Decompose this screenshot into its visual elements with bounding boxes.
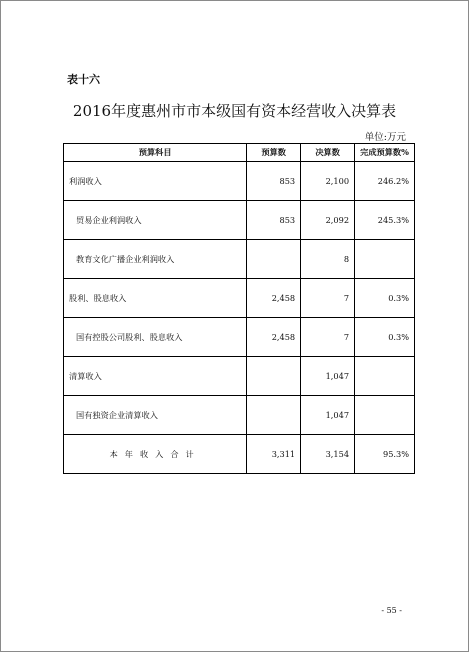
row-completion: 0.3% — [355, 279, 415, 318]
row-completion — [355, 396, 415, 435]
page-number: - 55 - — [381, 606, 402, 615]
row-name: 利润收入 — [64, 162, 247, 201]
row-name: 国有独资企业清算收入 — [64, 396, 247, 435]
table-row — [64, 162, 415, 201]
table-header-row — [64, 144, 415, 162]
total-actual: 3,154 — [301, 435, 355, 474]
table-number: 表十六 — [67, 73, 100, 86]
total-row — [64, 435, 415, 474]
row-budget: 2,458 — [247, 279, 301, 318]
row-completion: 245.3% — [355, 201, 415, 240]
total-label: 本年收入合计 — [64, 435, 247, 474]
row-name: 股利、股息收入 — [64, 279, 247, 318]
unit-label: 单位:万元 — [364, 132, 406, 143]
column-header-item: 预算科目 — [64, 144, 247, 162]
table-row — [64, 279, 415, 318]
column-header-actual: 决算数 — [301, 144, 355, 162]
table-row — [64, 240, 415, 279]
row-name: 教育文化广播企业利润收入 — [64, 240, 247, 279]
row-completion — [355, 357, 415, 396]
row-budget — [247, 240, 301, 279]
row-actual: 2,100 — [301, 162, 355, 201]
total-budget: 3,311 — [247, 435, 301, 474]
row-budget — [247, 357, 301, 396]
row-completion: 0.3% — [355, 318, 415, 357]
row-actual: 2,092 — [301, 201, 355, 240]
row-actual: 1,047 — [301, 396, 355, 435]
page-title: 2016年度惠州市市本级国有资本经营收入决算表 — [72, 102, 397, 120]
table-row — [64, 357, 415, 396]
row-name: 国有控股公司股利、股息收入 — [64, 318, 247, 357]
column-header-completion: 完成预算数% — [355, 144, 415, 162]
table-row — [64, 318, 415, 357]
row-actual: 1,047 — [301, 357, 355, 396]
column-header-budget: 预算数 — [247, 144, 301, 162]
table-row — [64, 396, 415, 435]
table-row — [64, 201, 415, 240]
row-budget: 2,458 — [247, 318, 301, 357]
row-completion — [355, 240, 415, 279]
row-actual: 7 — [301, 279, 355, 318]
row-budget: 853 — [247, 201, 301, 240]
total-completion: 95.3% — [355, 435, 415, 474]
row-name: 贸易企业利润收入 — [64, 201, 247, 240]
row-completion: 246.2% — [355, 162, 415, 201]
row-budget: 853 — [247, 162, 301, 201]
revenue-table — [63, 143, 415, 474]
row-budget — [247, 396, 301, 435]
row-actual: 7 — [301, 318, 355, 357]
row-actual: 8 — [301, 240, 355, 279]
row-name: 清算收入 — [64, 357, 247, 396]
